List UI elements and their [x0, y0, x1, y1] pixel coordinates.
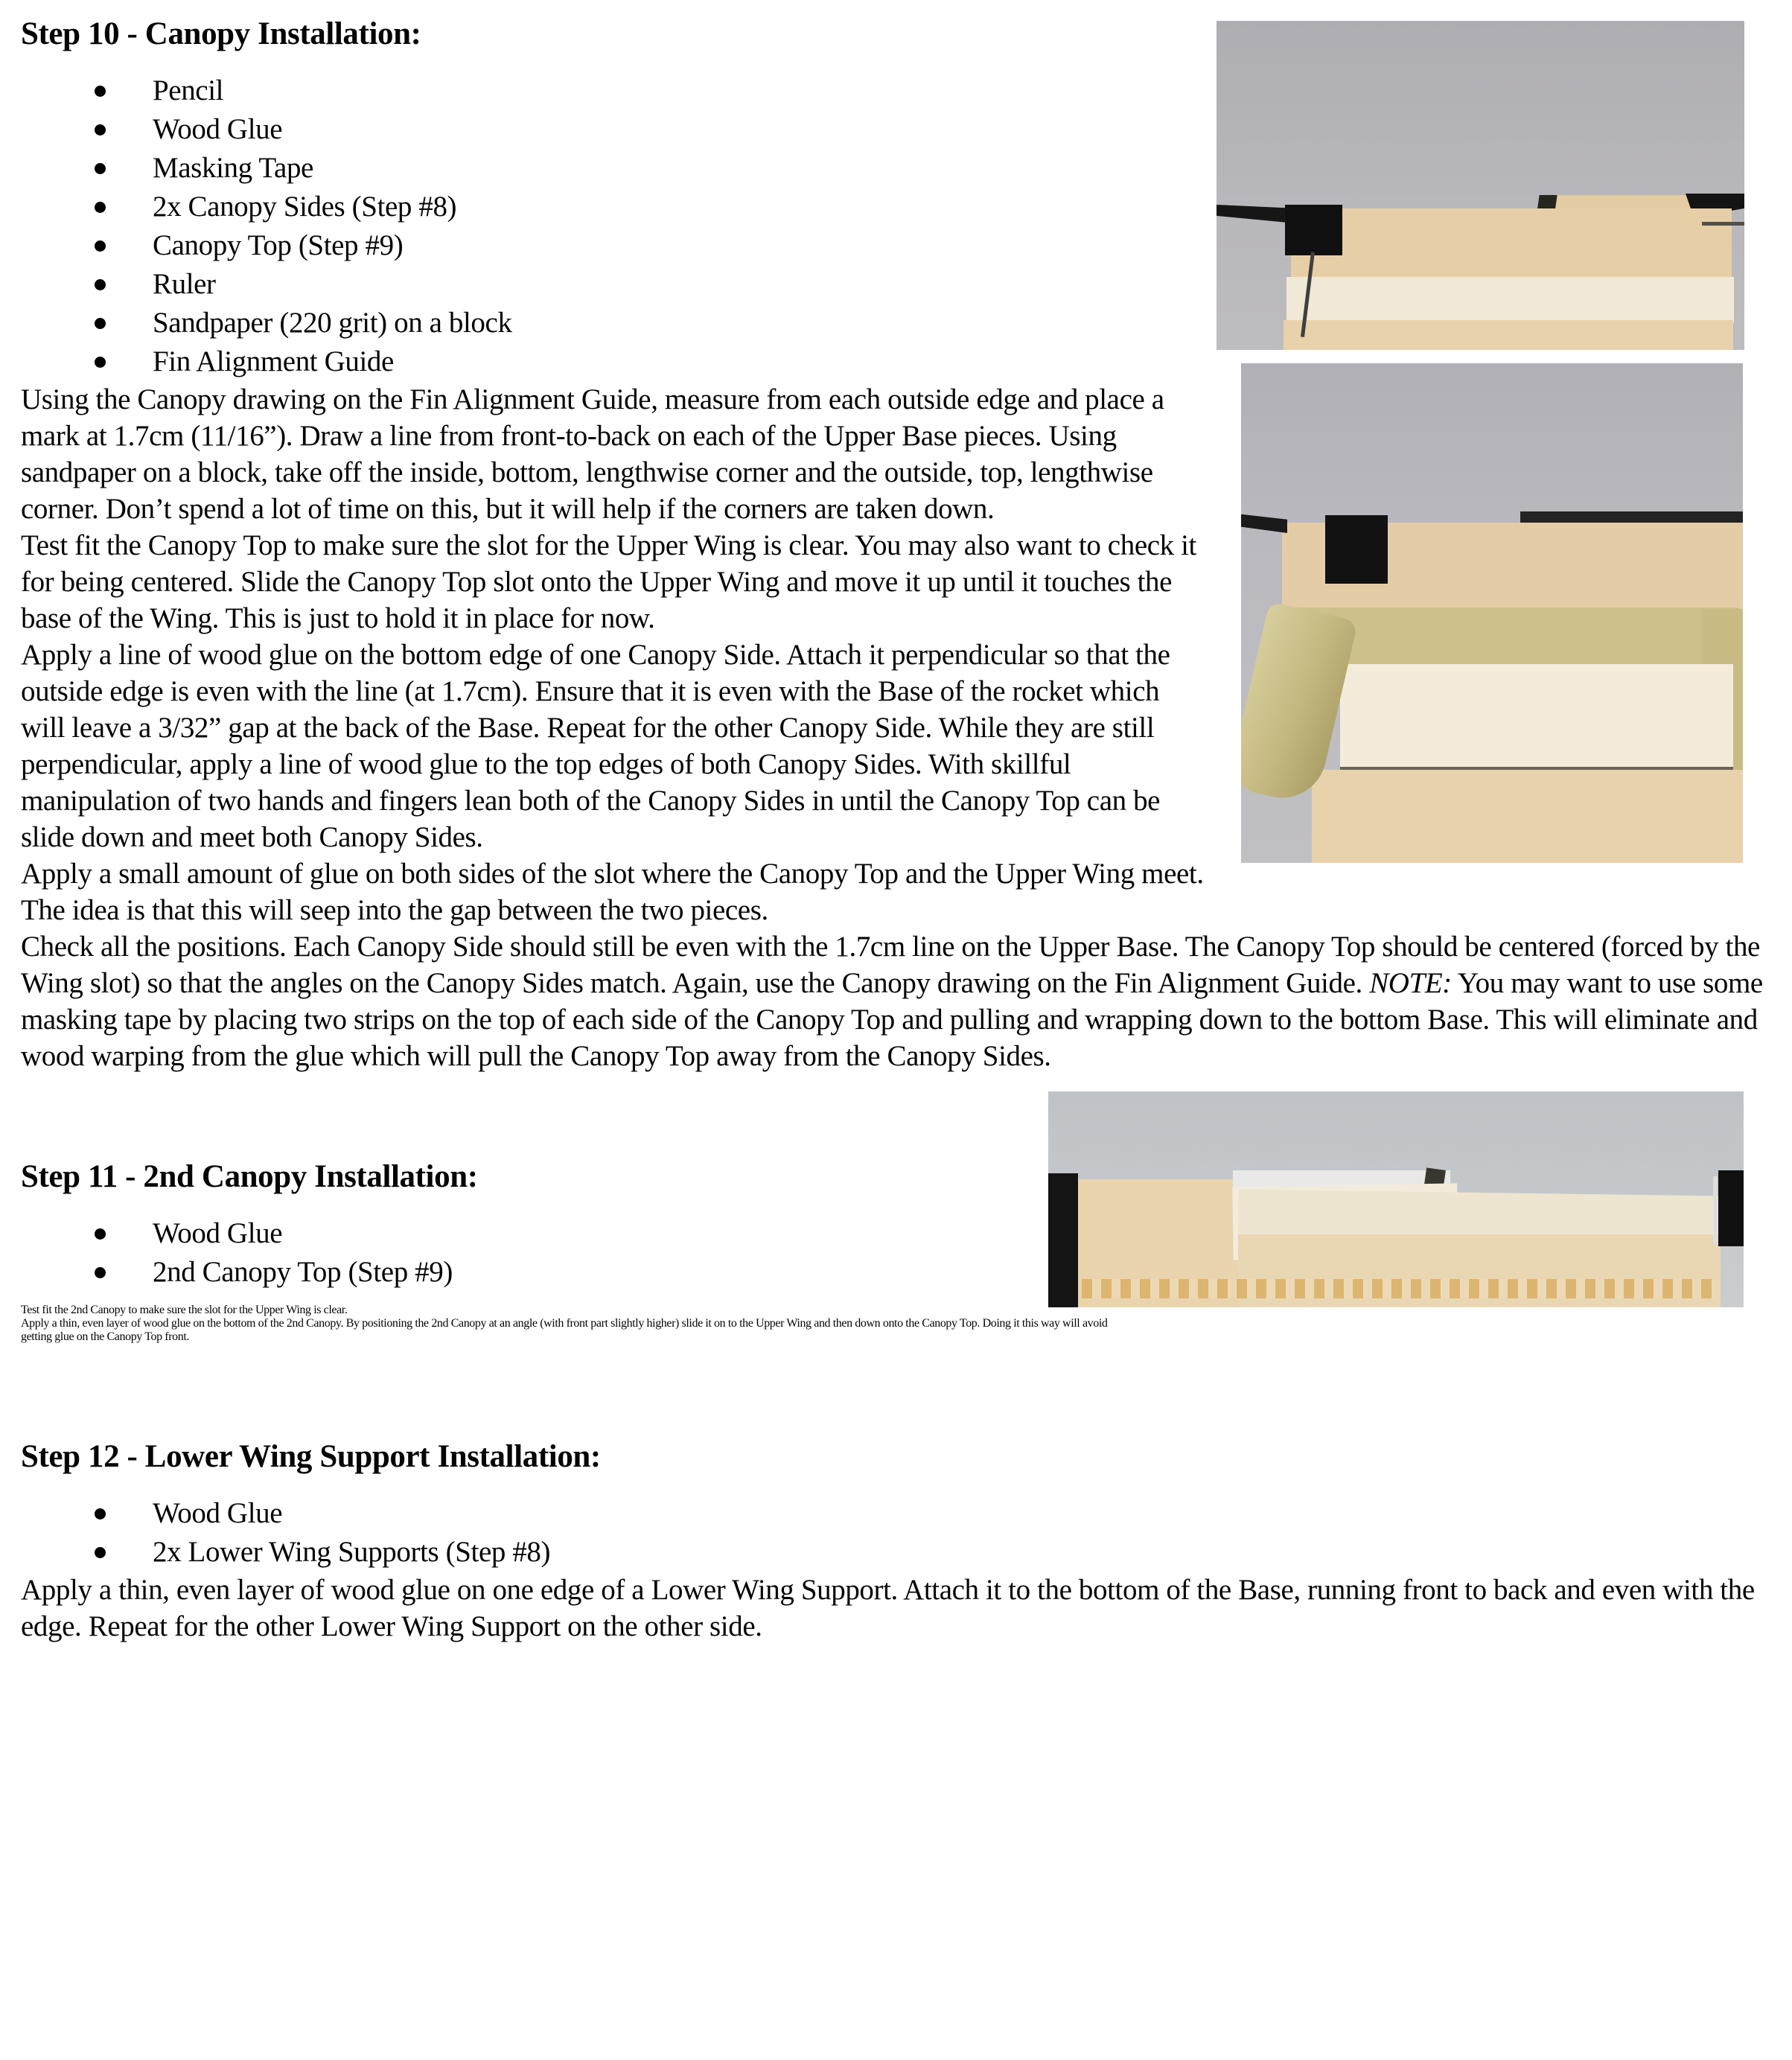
2nd-canopy-rest: Apply a thin, even layer of wood glue on the bottom of the 2nd Canopy. By positioning the 2nd Canopy at an angle (with front part slightly higher) slide it on to the Upper Wing and then down onto the Canopy Top. Doing it this way will avoid getting glue on the Canopy Top front.	[21, 1317, 1108, 1343]
list-item	[21, 71, 1777, 110]
paragraph-check-positions	[21, 928, 1777, 1074]
list-item	[21, 1214, 1777, 1253]
material-label: Sandpaper (220 grit) on a block	[153, 307, 512, 339]
material-label: Wood Glue	[153, 1497, 283, 1529]
check-positions-text: Check all the positions. Each Canopy Side should still be even with the 1.7cm line on the Upper Base. The Canopy Top should be centered (forced by the Wing slot) so that the angles on the Canopy Sides match. Again, use the Canopy drawing on the Fin Alignment Guide.	[21, 931, 1760, 999]
paragraph-test-fit: Test fit the Canopy Top to make sure the slot for the Upper Wing is clear. You may also want to check it for being centered. Slide the Canopy Top slot onto the Upper Wing and move it up until it touches the base of the Wing. This is just to hold it in place for now.	[21, 529, 1196, 634]
list-item	[21, 265, 1777, 304]
list-item	[21, 226, 1777, 265]
paragraph-glue-sides: Apply a line of wood glue on the bottom edge of one Canopy Side. Attach it perpendicular so that the outside edge is even with the line (at 1.7cm). Ensure that it is even with the Base of the rocket which will leave a 3/32” gap at the back of the Base. Repeat for the other Canopy Side. While they are still perpendicular, apply a line of wood glue to the top edges of both Canopy Sides. With skillful manipulation of two hands and fingers lean both of the Canopy Sides in until the Canopy Top can be slide down and meet both Canopy Sides.	[21, 639, 1170, 853]
paragraph-measure-mark: Using the Canopy drawing on the Fin Alignment Guide, measure from each outside edge and place a mark at 1.7cm (11/16”). Draw a line from front-to-back on each of the Upper Base pieces. Using sandpaper on a block, take off the inside, bottom, lengthwise corner and the outside, top, lengthwise corner. Don’t spend a lot of time on this, but it will help if the corners are taken down.	[21, 383, 1164, 525]
list-item	[21, 149, 1777, 188]
paragraph-slot-glue: Apply a small amount of glue on both sides of the slot where the Canopy Top and the Upper Wing meet. The idea is that this will seep into the gap between the two pieces.	[21, 858, 1204, 926]
2nd-canopy-line1: Test fit the 2nd Canopy to make sure the slot for the Upper Wing is clear.	[21, 1304, 348, 1316]
material-label: 2x Canopy Sides (Step #8)	[153, 191, 457, 223]
clamp-block	[1325, 515, 1388, 584]
list-item	[21, 188, 1777, 226]
photo-canopy-taped	[1241, 363, 1743, 863]
check-positions-text-cont: You may want to use some masking tape by placing two strips on the top of each side of the Canopy Top and pulling and wrapping down to the bottom Base. This will eliminate and wood warping from the glue which will pull the Canopy Top away from the Canopy Sides.	[21, 967, 1763, 1072]
material-label: Wood Glue	[153, 113, 283, 145]
wood-endgrain-band	[1340, 664, 1733, 770]
step10-heading: Step 10 - Canopy Installation:	[21, 16, 421, 51]
list-item	[21, 1533, 1777, 1572]
step11-heading: Step 11 - 2nd Canopy Installation:	[21, 1159, 478, 1194]
paragraph-lower-wing-support: Apply a thin, even layer of wood glue on one edge of a Lower Wing Support. Attach it to the bottom of the Base, running front to back and even with the edge. Repeat for the other Lower Wing Support on the other side.	[21, 1574, 1755, 1642]
material-label: Masking Tape	[153, 152, 313, 184]
note-label: NOTE:	[1369, 967, 1452, 999]
material-label: 2nd Canopy Top (Step #9)	[153, 1256, 453, 1288]
material-label: Ruler	[153, 268, 216, 300]
list-item	[21, 110, 1777, 149]
step11-materials-list	[21, 1214, 1777, 1292]
list-item	[21, 342, 1777, 381]
step10-materials-list	[21, 71, 1777, 381]
step12-heading: Step 12 - Lower Wing Support Installation:	[21, 1439, 601, 1474]
material-label: 2x Lower Wing Supports (Step #8)	[153, 1536, 551, 1568]
material-label: Fin Alignment Guide	[153, 345, 394, 377]
wood-bottom-band	[1312, 770, 1743, 863]
material-label: Wood Glue	[153, 1217, 283, 1249]
list-item	[21, 304, 1777, 342]
material-label: Canopy Top (Step #9)	[153, 229, 404, 261]
paragraph-2nd-canopy	[21, 1304, 1108, 1344]
list-item	[21, 1494, 1777, 1533]
material-label: Pencil	[153, 74, 224, 106]
step12-materials-list	[21, 1494, 1777, 1572]
list-item	[21, 1253, 1777, 1292]
